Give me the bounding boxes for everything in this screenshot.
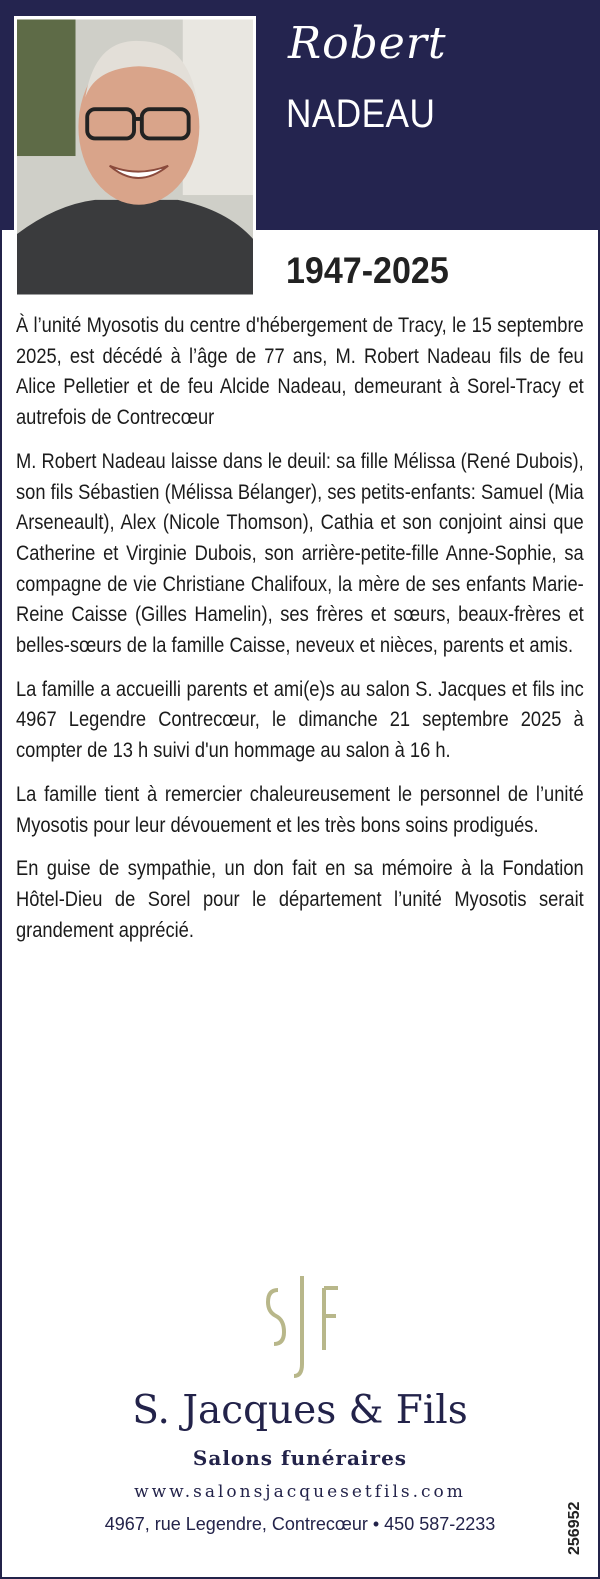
given-name: Robert [288,18,447,69]
funeral-home-name: S. Jacques & Fils [132,1388,468,1433]
paragraph-visitation: La famille a accueilli parents et ami(e)s au salon S. Jacques et fils inc 4967 Legendre Contrecœur, le dimanche 21 septembre 2025 à compter de 13 h suivi d'un hommage au salon à 16 h. [16,676,584,763]
funeral-home-subtitle: Salons funéraires [192,1446,408,1470]
family-name: NADEAU [286,92,436,136]
funeral-home-website: www.salonsjacquesetfils.com [134,1482,466,1502]
paragraph-thanks: La famille tient à remercier chaleureusement le personnel de l’unité Myosotis pour leur dévouement et les très bons soins prodigués. [16,781,584,837]
paragraph-donation: En guise de sympathie, un don fait en sa mémoire à la Fondation Hôtel-Dieu de Sorel pour le département l’unité Myosotis serait grandement apprécié. [16,856,584,942]
paragraph-survivors: M. Robert Nadeau laisse dans le deuil: sa fille Mélissa (René Dubois), son fils Sébastien (Mélissa Bélanger), ses petits-enfants: Samuel (Mia Arseneault), Alex (Nicole Thomson), Cathia et son conjoint ainsi que Catherine et Virginie Dubois, son arrière-petite-fille Anne-Sophie, sa compagne de vie Christiane Chalifoux, la mère de ses enfants Marie-Reine Caisse (Gilles Hamelin), ses frères et sœurs, beaux-frères et belles-sœurs de la famille Caisse, neveux et nièces, parents et amis. [16,448,584,658]
funeral-home-address: 4967, rue Legendre, Contrecœur • 450 587-2233 [104,1514,496,1534]
funeral-home-logo [0,1272,600,1572]
sjf-monogram-icon [262,1272,342,1382]
paragraph-death-notice: À l’unité Myosotis du centre d'hébergement de Tracy, le 15 septembre 2025, est décédé à l’âge de 77 ans, M. Robert Nadeau fils de feu Alice Pelletier et de feu Alcide Nadeau, demeurant à Sorel-Tracy et autrefois de Contrecœur [16,313,584,430]
obituary-text [16,310,584,958]
portrait-photo [14,16,256,298]
reference-number: 256952 [566,1501,583,1555]
life-years: 1947-2025 [286,250,449,291]
